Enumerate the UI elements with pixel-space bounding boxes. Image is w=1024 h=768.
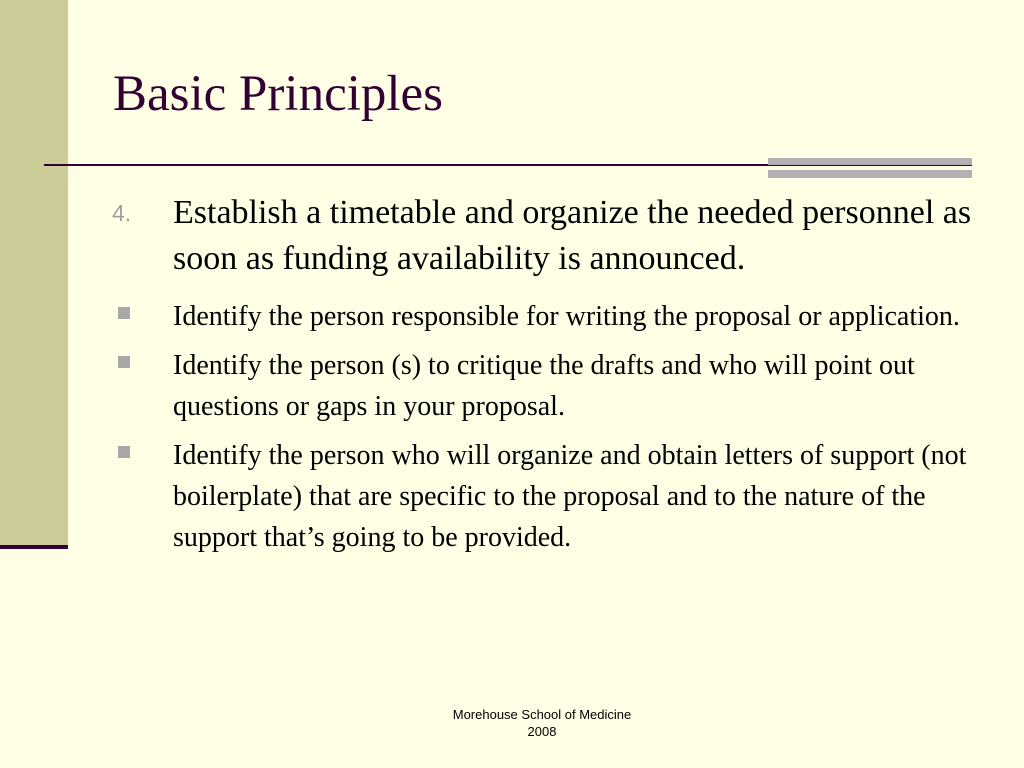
- bullet-square-icon: [112, 296, 173, 337]
- bullet-text: Identify the person (s) to critique the drafts and who will point out questions or gaps in your proposal.: [173, 350, 915, 422]
- slide-title: Basic Principles: [113, 66, 444, 122]
- slide-body: [112, 190, 972, 566]
- left-decorative-band: [0, 0, 68, 548]
- slide-footer: [412, 706, 672, 740]
- bullet-item: [112, 345, 972, 427]
- accent-bar-bottom: [768, 170, 972, 178]
- footer-organization: Morehouse School of Medicine: [452, 707, 632, 722]
- bullet-square-icon: [112, 345, 173, 386]
- bullet-item: [112, 435, 972, 558]
- bullet-text: Identify the person responsible for writing the proposal or application.: [173, 301, 960, 332]
- left-band-rule: [0, 545, 68, 549]
- bullet-text: Identify the person who will organize and obtain letters of support (not boilerplate) that are specific to the proposal and to the nature of the support that’s going to be provided.: [173, 440, 967, 553]
- bullet-item: [112, 296, 972, 337]
- numbered-item: [112, 190, 972, 282]
- item-number: 4.: [112, 200, 132, 226]
- numbered-item-text: Establish a timetable and organize the needed personnel as soon as funding availability is announced.: [173, 194, 972, 277]
- bullet-square-icon: [112, 435, 173, 476]
- accent-bar-top: [768, 158, 972, 165]
- footer-year: 2008: [527, 724, 557, 739]
